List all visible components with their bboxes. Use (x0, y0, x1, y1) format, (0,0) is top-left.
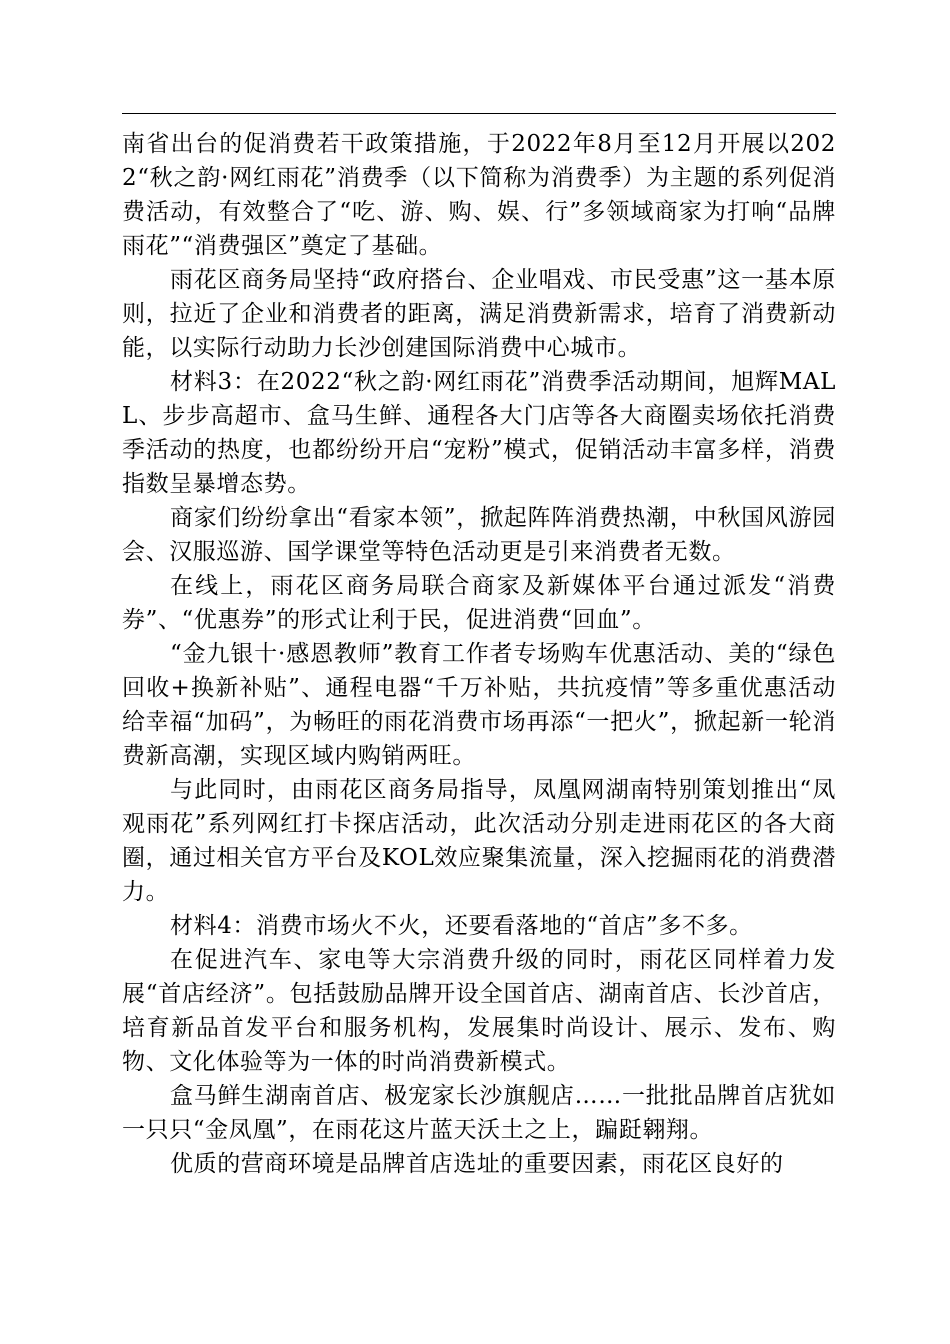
header-rule (122, 113, 836, 114)
document-body (122, 127, 836, 1181)
paragraph: 雨花区商务局坚持“政府搭台、企业唱戏、市民受惠”这一基本原则，拉近了企业和消费者的距离，满足消费新需求，培育了消费新动能，以实际行动助力长沙创建国际消费中心城市。 (122, 267, 836, 361)
paragraph: 在线上，雨花区商务局联合商家及新媒体平台通过派发“消费券”、“优惠券”的形式让利于民，促进消费“回血”。 (122, 573, 836, 633)
paragraph: 商家们纷纷拿出“看家本领”，掀起阵阵消费热潮，中秋国风游园会、汉服巡游、国学课堂等特色活动更是引来消费者无数。 (122, 505, 836, 565)
paragraph: 与此同时，由雨花区商务局指导，凤凰网湖南特别策划推出“凤观雨花”系列网红打卡探店活动，此次活动分别走进雨花区的各大商圈，通过相关官方平台及KOL效应聚集流量，深入挖掘雨花的消费潜力。 (122, 777, 836, 905)
paragraph: “金九银十·感恩教师”教育工作者专场购车优惠活动、美的“绿色回收+换新补贴”、通程电器“千万补贴，共抗疫情”等多重优惠活动给幸福“加码”，为畅旺的雨花消费市场再添“一把火”，掀起新一轮消费新高潮，实现区域内购销两旺。 (122, 641, 836, 769)
paragraph: 材料3：在2022“秋之韵·网红雨花”消费季活动期间，旭辉MALL、步步高超市、盒马生鲜、通程各大门店等各大商圈卖场依托消费季活动的热度，也都纷纷开启“宠粉”模式，促销活动丰富多样，消费指数呈暴增态势。 (122, 369, 836, 497)
paragraph: 优质的营商环境是品牌首店选址的重要因素，雨花区良好的 (170, 1151, 784, 1177)
paragraph: 盒马鲜生湖南首店、极宠家长沙旗舰店……一批批品牌首店犹如一只只“金凤凰”，在雨花这片蓝天沃土之上，蹁跹翱翔。 (122, 1083, 836, 1143)
paragraph: 材料4：消费市场火不火，还要看落地的“首店”多不多。 (170, 913, 753, 939)
paragraph: 在促进汽车、家电等大宗消费升级的同时，雨花区同样着力发展“首店经济”。包括鼓励品牌开设全国首店、湖南首店、长沙首店，培育新品首发平台和服务机构，发展集时尚设计、展示、发布、购物、文化体验等为一体的时尚消费新模式。 (122, 947, 836, 1075)
paragraph: 南省出台的促消费若干政策措施，于2022年8月至12月开展以2022“秋之韵·网红雨花”消费季（以下简称为消费季）为主题的系列促消费活动，有效整合了“吃、游、购、娱、行”多领域商家为打响“品牌雨花”“消费强区”奠定了基础。 (122, 131, 836, 259)
